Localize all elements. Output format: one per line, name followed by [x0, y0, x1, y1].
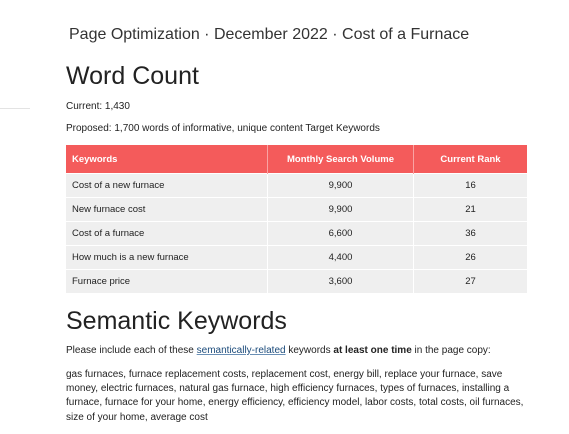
- current-word-count: Current: 1,430: [66, 101, 130, 112]
- search-volume-cell: 6,600: [268, 222, 414, 246]
- table-header-row: [66, 145, 527, 174]
- keyword-cell: Furnace price: [66, 270, 268, 294]
- intro-emphasis: at least one time: [333, 345, 412, 356]
- word-count-heading: Word Count: [66, 62, 199, 90]
- margin-divider: [0, 108, 30, 109]
- column-header-keywords: Keywords: [66, 145, 268, 174]
- search-volume-cell: 9,900: [268, 174, 414, 198]
- column-header-current-rank: Current Rank: [414, 145, 528, 174]
- rank-cell: 16: [414, 174, 528, 198]
- rank-cell: 27: [414, 270, 528, 294]
- semantically-related-link[interactable]: semantically-related: [196, 345, 286, 356]
- table-row: [66, 198, 527, 222]
- rank-cell: 26: [414, 246, 528, 270]
- intro-text-before: Please include each of these: [66, 345, 197, 356]
- semantic-keywords-list: gas furnaces, furnace replacement costs, replacement cost, energy bill, replace your furnace, save money, electric furnaces, natural gas furnace, high efficiency furnaces, types of furnaces, installing a furnace, furnace for your home, energy efficiency, efficiency model, labor costs, total costs, oil furnaces, size of your home, average cost: [66, 369, 524, 423]
- table-row: [66, 222, 527, 246]
- search-volume-cell: 9,900: [268, 198, 414, 222]
- semantic-keywords-heading: Semantic Keywords: [66, 307, 287, 335]
- rank-cell: 36: [414, 222, 528, 246]
- column-header-search-volume: Monthly Search Volume: [268, 145, 414, 174]
- intro-text-middle: keywords: [285, 345, 334, 356]
- rank-cell: 21: [414, 198, 528, 222]
- keyword-cell: How much is a new furnace: [66, 246, 268, 270]
- table-row: [66, 270, 527, 294]
- document-header: Page Optimization · December 2022 · Cost of a Furnace: [69, 26, 470, 43]
- search-volume-cell: 4,400: [268, 246, 414, 270]
- semantic-keywords-intro: [66, 345, 491, 356]
- proposed-word-count: Proposed: 1,700 words of informative, unique content Target Keywords: [66, 123, 380, 134]
- intro-text-after: in the page copy:: [411, 345, 491, 356]
- table-row: [66, 174, 527, 198]
- keyword-cell: New furnace cost: [66, 198, 268, 222]
- table-row: [66, 246, 527, 270]
- keyword-cell: Cost of a new furnace: [66, 174, 268, 198]
- keyword-cell: Cost of a furnace: [66, 222, 268, 246]
- target-keywords-table: [66, 145, 527, 293]
- search-volume-cell: 3,600: [268, 270, 414, 294]
